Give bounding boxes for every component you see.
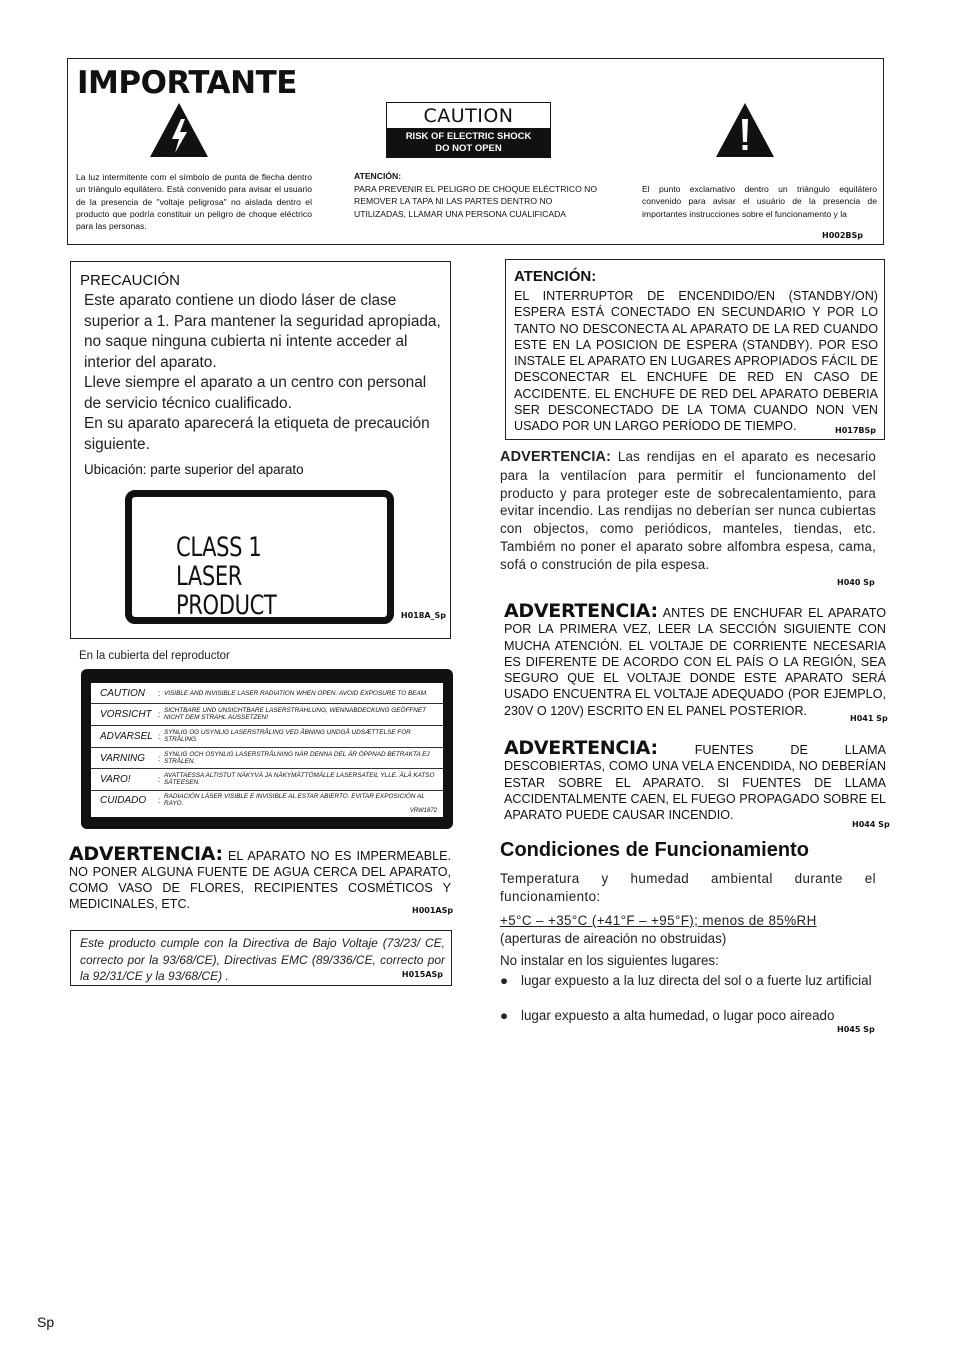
importante-title: IMPORTANTE: [77, 65, 297, 101]
label-language: CUIDADO: [100, 795, 147, 806]
precaucion-paragraph: En su aparato aparecerá la etiqueta de precaución siguiente.: [84, 415, 430, 453]
advertencia-text: Las rendijas en el aparato es necesario para la ventilacíon para permitir el funcionamento del producto y para proteger este de sobrecalentamiento, para evitar incendio. Las rendijas no deberían ser nunca cubiertas con objectos, como periódicos, manteles, tiendas, etc. Tambiém no poner el aparato sobre alfombra espesa, cama, sofá o construción de pila espesa.: [500, 449, 877, 572]
importante-panel: [67, 58, 884, 245]
label-colon: :: [158, 689, 161, 698]
temperature-range: +5°C – +35°C (+41°F – +95°F); menos de 85%RH: [500, 913, 817, 928]
reference-code: H002BSp: [822, 231, 863, 240]
lightning-explanation: La luz intermitente com el símbolo de punta de flecha dentro un triángulo equilátero. Está convenido para avisar el usuario de la presencia de "voltaje peligrosa" no aislada dentro el producto que podría constituir un peligro de choque eléctrico para las personas.: [76, 172, 312, 232]
reference-code: H001ASp: [412, 906, 454, 915]
condiciones-temperature: [500, 912, 876, 948]
class1-laser-label: [125, 490, 394, 624]
laser-line-2: LASER PRODUCT: [176, 561, 277, 621]
label-language: VORSICHT: [100, 709, 152, 720]
label-language: CAUTION: [100, 688, 145, 699]
label-row: [91, 725, 443, 748]
atencion-small-text: PARA PREVENIR EL PELIGRO DE CHOQUE ELÉCTRICO NO REMOVER LA TAPA NI LAS PARTES DENTRO NO UTILIZADAS, LLAMAR UNA PERSONA CUALIFICADA: [354, 184, 598, 219]
reference-code: H045 Sp: [837, 1025, 875, 1034]
label-warning-text: SICHTBARE UND UNSICHTBARE LASERSTRAHLUNG, WENNABDECKUNG GEÖFFNET NICHT DEM STRAHL AUSSETZEN!: [164, 707, 427, 722]
label-colon: :: [158, 754, 161, 763]
advertencia-label: ADVERTENCIA:: [500, 449, 612, 465]
label-colon: :: [158, 796, 161, 805]
label-code: VRW1872: [409, 808, 437, 814]
laser-line-1: CLASS 1: [176, 532, 262, 563]
list-item-text: lugar expuesto a alta humedad, o lugar poco aireado: [521, 1008, 835, 1023]
directiva-text: Este producto cumple con la Directiva de Bajo Voltaje (73/23/ CE, correcto por la 93/68/CE), Directivas EMC (89/336/CE, correcto por la 92/31/CE y la 93/68/CE) .: [80, 936, 445, 983]
precaucion-body: [84, 291, 444, 455]
condiciones-title: Condiciones de Funcionamiento: [500, 839, 809, 861]
label-warning-text: SYNLIG OCH OSYNLIG LASERSTRÅLNING NÄR DENNA DEL ÄR ÖPPNAD BETRAKTA EJ STRÅLEN.: [164, 751, 430, 766]
label-language: ADVARSEL: [100, 731, 153, 742]
advertencia-text: EL APARATO NO ES IMPERMEABLE. NO PONER ALGUNA FUENTE DE AGUA CERCA DEL APARATO, COMO VASO DE FLORES, RECIPIENTES COSMÉTICOS Y MEDICINALES, ETC.: [69, 849, 452, 911]
temperature-note: (aperturas de aireación no obstruidas): [500, 931, 727, 946]
condiciones-intro: Temperatura y humedad ambiental durante el funcionamiento:: [500, 871, 876, 904]
label-warning-text: AVATTAESSA ALTISTUT NÄKYVÄ JA NÄKYMÄTTÖMÄLLE LASERSATEIL YLLE. ÄLÄ KATSO SÄTEESEN.: [164, 772, 435, 787]
list-item-text: lugar expuesto a la luz directa del sol o a fuerte luz artificial: [521, 973, 872, 988]
bullet-icon: ●: [500, 973, 509, 988]
caution-label-warning: [387, 128, 550, 157]
label-colon: :: [158, 775, 161, 784]
label-row: [91, 683, 443, 704]
exclamation-warning-icon: [714, 101, 776, 159]
atencion-panel: [505, 259, 885, 440]
reference-code: H015ASp: [401, 970, 443, 979]
advertencia-text: FUENTES DE LLAMA DESCOBIERTAS, COMO UNA VELA ENCENDIDA, NO DEBERÍAN ESTAR SOBRE EL APARATO. SI FUENTES DE LLAMA ACCIDENTALMENTE CAEN, EL FUEGO PROPAGADO SOBRE EL APARATO PUEDE CAUSAR INCENDIO.: [504, 743, 886, 823]
label-row: [91, 768, 443, 791]
label-warning-text: VISIBLE AND INVISIBLE LASER RADIATION WHEN OPEN. AVOID EXPOSURE TO BEAM.: [164, 690, 428, 697]
page-label: Sp: [37, 1314, 55, 1330]
advertencia-label: ADVERTENCIA:: [69, 843, 223, 865]
reference-code: H041 Sp: [850, 714, 888, 723]
caution-label-title: CAUTION: [423, 105, 514, 127]
caution-line-2: DO NOT OPEN: [435, 143, 502, 154]
label-row: [91, 703, 443, 726]
label-row: [91, 747, 443, 769]
advertencia-label: ADVERTENCIA:: [504, 737, 658, 759]
atencion-text: EL INTERRUPTOR DE ENCENDIDO/EN (STANDBY/ON) ESPERA ESTÁ CONECTADO EN SECUNDARIO Y POR LO TANTO NO DESCONECTA AL APARATO DE LA RED CUANDO ESTE EN LA POSICION DE ESPERA (STANDBY). POR ESO INSTALE EL APARATO EN LUGARES APROPIADOS FÁCIL DE DESCONECTAR EL ENCHUFE DE RED EN CASO DE ACCIDENTE. EL ENCHUFE DE RED DEL APARATO DEBERIA SER DESCONECTADO DE LA TOMA CUANDO NON VEN USADO POR UN LARGO PERÍODO DE TIEMPO.: [514, 289, 878, 434]
lightning-warning-icon: [148, 101, 210, 159]
advertencia-llama: [504, 737, 886, 823]
caution-label: [386, 102, 551, 158]
label-language: VARO!: [100, 774, 131, 785]
precaucion-panel: [70, 261, 451, 639]
label-location: Ubicación: parte superior del aparato: [84, 462, 304, 477]
precaucion-paragraph: Lleve siempre el aparato a un centro con personal de servicio técnico cualificado.: [84, 374, 427, 412]
label-warning-text: SYNLIG OG USYNLIG LASERSTRÅLING VED ÅBNING UNDGÅ UDSÆTTELSE FOR STRÅLING.: [164, 729, 411, 744]
precaucion-paragraph: Este aparato contiene un diodo láser de clase superior a 1. Para mantener la seguridad apropiada, no saque ninguna cubierta ni intente acceder al interior del aparato.: [84, 292, 441, 371]
label-colon: :: [158, 732, 161, 741]
label-colon: :: [158, 710, 161, 719]
advertencia-rendijas: [500, 448, 876, 574]
label-row: [91, 790, 443, 817]
multilingual-label-inner: [91, 683, 443, 817]
atencion-title: ATENCIÓN:: [514, 268, 597, 285]
condiciones-no-instalar: No instalar en los siguientes lugares:: [500, 953, 719, 968]
atencion-small-heading: ATENCIÓN:: [354, 171, 402, 181]
reference-code: H044 Sp: [852, 820, 890, 829]
directiva-panel: [70, 930, 452, 986]
advertencia-impermeable: [69, 843, 452, 912]
advertencia-label: ADVERTENCIA:: [504, 600, 658, 622]
bullet-icon: ●: [500, 1008, 509, 1023]
precaucion-title: PRECAUCIÓN: [80, 272, 181, 289]
reference-code: H017BSp: [835, 426, 876, 435]
advertencia-text: ANTES DE ENCHUFAR EL APARATO POR LA PRIMERA VEZ, LEER LA SECCIÓN SIGUIENTE CON MUCHA ATENCIÓN. EL VOLTAJE DE CORRIENTE NECESARIA ES DIFERENTE DE ACORDO CON EL PAÍS O LA REGIÓN, SEA SEGURO QUE EL VOLTAJE DONDE ESTE APARATO SERÁ USADO ENCUENTRA EL VOLTAJE ADEQUADO (POR EJEMPLO, 230V O 120V) ESCRITO EN EL PANEL POSTERIOR.: [504, 606, 886, 718]
label-warning-text: RADIACIÓN LÁSER VISIBLE E INVISIBLE AL ESTAR ABIERTO. EVITAR EXPOSICIÓN AL RAYO.: [164, 793, 425, 808]
reference-code: H018A_Sp: [400, 611, 446, 620]
reference-code: H040 Sp: [837, 578, 875, 587]
cubierta-caption: En la cubierta del reproductor: [79, 650, 230, 662]
caution-line-1: RISK OF ELECTRIC SHOCK: [405, 131, 532, 142]
exclamation-explanation: El punto exclamativo dentro un triángulo equilátero convenido para avisar el usuário de la presencia de importantes instrucciones sobre el funcionamento y la: [642, 184, 877, 219]
laser-label-text: [176, 533, 341, 620]
advertencia-enchufar: [504, 600, 886, 719]
multilingual-laser-label: [81, 669, 453, 829]
label-language: VARNING: [100, 753, 146, 764]
